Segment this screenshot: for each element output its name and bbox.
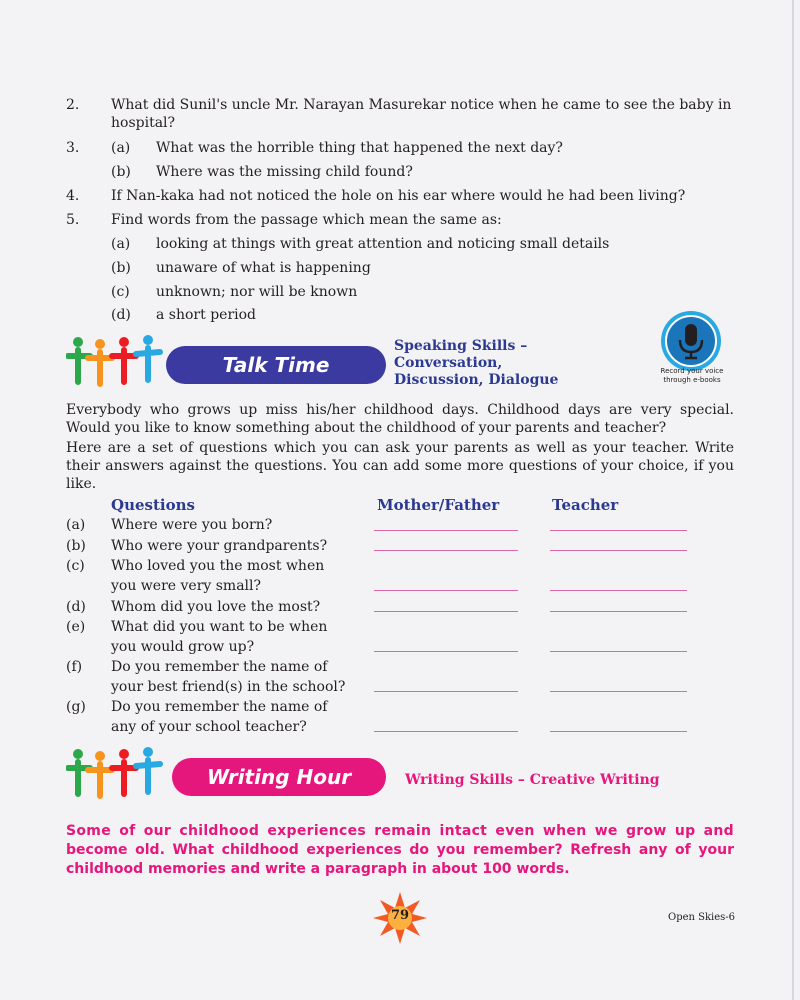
intro-paragraph-2: Here are a set of questions which you can ask your parents as well as your teacher. Write their answers against the questions. You can add some more questions of your choice, if you like. xyxy=(66,440,734,492)
skill-line: Discussion, Dialogue xyxy=(394,372,559,388)
answer-line-parent[interactable] xyxy=(374,590,518,591)
intro-paragraph-1: Everybody who grows up miss his/her childhood days. Childhood days are very special. Would you like to know something about the childhood of your parents and teacher? xyxy=(66,402,734,436)
row-c-label: (c) xyxy=(66,558,85,574)
column-header-parent: Mother/Father xyxy=(377,496,500,514)
row-c-question-cont: you were very small? xyxy=(111,578,262,594)
writing-prompt xyxy=(66,822,734,879)
answer-line-parent[interactable] xyxy=(374,731,518,732)
answer-line-parent[interactable] xyxy=(374,651,518,652)
writing-hour-banner xyxy=(172,758,386,796)
writing-prompt-line: become old. What childhood experiences do you remember? Refresh any of your xyxy=(66,842,734,858)
row-b-label: (b) xyxy=(66,538,86,554)
microphone-icon xyxy=(685,324,697,346)
q5-item-label: (d) xyxy=(111,307,131,323)
question-4-number: 4. xyxy=(66,188,80,204)
row-a-label: (a) xyxy=(66,517,86,533)
answer-line-teacher[interactable] xyxy=(550,651,687,652)
writing-prompt-line: Some of our childhood experiences remain intact even when we grow up and xyxy=(66,823,734,839)
question-2-text: What did Sunil's uncle Mr. Narayan Masurekar notice when he came to see the baby in xyxy=(111,97,732,113)
row-d-label: (d) xyxy=(66,599,86,615)
speaking-skills-label xyxy=(394,338,558,389)
q5-item-label: (c) xyxy=(111,284,130,300)
children-group-icon xyxy=(66,746,166,802)
writing-skills-label: Writing Skills – Creative Writing xyxy=(405,772,660,788)
question-3b-text: Where was the missing child found? xyxy=(156,164,413,180)
q5-item-text: unknown; nor will be known xyxy=(156,284,358,300)
question-2-number: 2. xyxy=(66,97,80,113)
answer-line-parent[interactable] xyxy=(374,530,518,531)
row-g-label: (g) xyxy=(66,699,86,715)
page-number: 79 xyxy=(390,908,410,923)
question-3b-label: (b) xyxy=(111,164,131,180)
skill-line: Speaking Skills – xyxy=(394,338,528,354)
question-5-text: Find words from the passage which mean the same as: xyxy=(111,212,502,228)
talk-time-banner xyxy=(166,346,386,384)
row-g-question: Do you remember the name of xyxy=(111,699,328,715)
children-group-icon xyxy=(66,334,166,390)
q5-item-label: (a) xyxy=(111,236,131,252)
answer-line-teacher[interactable] xyxy=(550,731,687,732)
writing-prompt-line: childhood memories and write a paragraph in about 100 words. xyxy=(66,861,570,877)
record-voice-caption xyxy=(640,367,744,385)
row-e-question-cont: you would grow up? xyxy=(111,639,255,655)
record-voice-button[interactable] xyxy=(660,310,722,372)
question-4-text: If Nan-kaka had not noticed the hole on his ear where would he had been living? xyxy=(111,188,686,204)
book-title: Open Skies-6 xyxy=(668,912,736,923)
question-2-text-cont: hospital? xyxy=(111,115,176,131)
answer-line-parent[interactable] xyxy=(374,691,518,692)
answer-line-teacher[interactable] xyxy=(550,550,687,551)
question-3a-label: (a) xyxy=(111,140,131,156)
row-b-question: Who were your grandparents? xyxy=(111,538,328,554)
row-e-question: What did you want to be when xyxy=(111,619,328,635)
row-e-label: (e) xyxy=(66,619,86,635)
q5-item-label: (b) xyxy=(111,260,131,276)
answer-line-teacher[interactable] xyxy=(550,691,687,692)
q5-item-text: a short period xyxy=(156,307,257,323)
skill-line: Conversation, xyxy=(394,355,503,371)
question-3-number: 3. xyxy=(66,140,80,156)
writing-hour-title: Writing Hour xyxy=(206,765,352,789)
column-header-teacher: Teacher xyxy=(552,496,619,514)
row-c-question: Who loved you the most when xyxy=(111,558,325,574)
answer-line-teacher[interactable] xyxy=(550,611,687,612)
answer-line-parent[interactable] xyxy=(374,550,518,551)
row-f-question-cont: your best friend(s) in the school? xyxy=(111,679,346,695)
record-caption-line: Record your voice xyxy=(660,367,724,375)
row-f-question: Do you remember the name of xyxy=(111,659,328,675)
q5-item-text: looking at things with great attention and noticing small details xyxy=(156,236,610,252)
record-caption-line: through e-books xyxy=(663,376,721,384)
answer-line-parent[interactable] xyxy=(374,611,518,612)
question-5-number: 5. xyxy=(66,212,80,228)
row-a-question: Where were you born? xyxy=(111,517,273,533)
answer-line-teacher[interactable] xyxy=(550,530,687,531)
q5-item-text: unaware of what is happening xyxy=(156,260,371,276)
column-header-questions: Questions xyxy=(111,496,195,514)
talk-time-title: Talk Time xyxy=(222,353,330,377)
page-edge xyxy=(792,0,794,1000)
row-g-question-cont: any of your school teacher? xyxy=(111,719,307,735)
question-3a-text: What was the horrible thing that happened the next day? xyxy=(156,140,563,156)
row-d-question: Whom did you love the most? xyxy=(111,599,321,615)
row-f-label: (f) xyxy=(66,659,83,675)
answer-line-teacher[interactable] xyxy=(550,590,687,591)
